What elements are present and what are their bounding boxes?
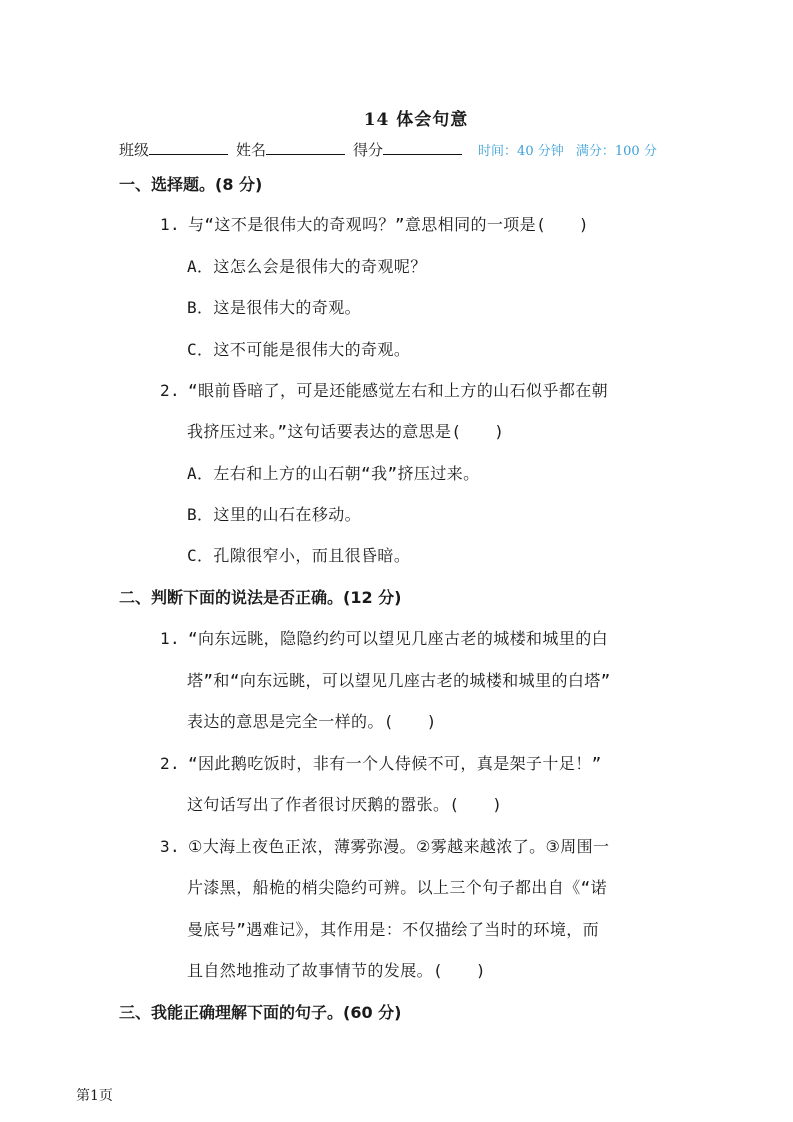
option-1-1-a: A．这怎么会是很伟大的奇观呢？ <box>187 257 427 276</box>
question-text: “眼前昏暗了，可是还能感觉左右和上方的山石似乎都在朝 <box>188 381 609 400</box>
question-text: ①大海上夜色正浓，薄雾弥漫。②雾越来越浓了。③周围一 <box>188 837 610 856</box>
class-blank <box>149 139 228 155</box>
option-1-1-c: C．这不可能是很伟大的奇观。 <box>187 340 411 359</box>
question-number: 1. <box>160 629 181 648</box>
time-limit: 时间：40 分钟 <box>478 144 564 159</box>
score-blank <box>383 139 462 155</box>
option-1-2-c: C．孔隙很窄小，而且很昏暗。 <box>187 546 411 565</box>
section-heading-3: 三、我能正确理解下面的句子。(60 分) <box>119 1003 402 1022</box>
question-number: 2. <box>160 754 181 773</box>
full-score: 满分：100 分 <box>575 144 657 159</box>
question-1-1 <box>160 212 589 235</box>
question-text: “向东远眺，隐隐约约可以望见几座古老的城楼和城里的白 <box>188 629 609 648</box>
class-label: 班级 <box>119 141 150 159</box>
name-label: 姓名 <box>236 141 267 159</box>
question-2-2-line-2: 这句话写出了作者很讨厌鹅的嚣张。( ) <box>187 795 503 814</box>
option-1-1-b: B．这是很伟大的奇观。 <box>187 298 362 317</box>
option-1-2-b: B．这里的山石在移动。 <box>187 505 362 524</box>
page-number: 第1页 <box>76 1088 113 1104</box>
name-blank <box>266 139 345 155</box>
question-1-2-line-2: 我挤压过来。”这句话要表达的意思是( ) <box>187 422 505 441</box>
question-1-2 <box>160 378 608 401</box>
question-2-1-line-3: 表达的意思是完全一样的。( ) <box>187 712 437 731</box>
question-number: 2. <box>160 381 181 400</box>
exam-meta <box>478 140 657 159</box>
question-2-3-line-2: 片漆黑，船桅的梢尖隐约可辨。以上三个句子都出自《“诺 <box>187 878 608 897</box>
page-title: 14 体会句意 <box>363 110 469 130</box>
section-heading-2: 二、判断下面的说法是否正确。(12 分) <box>119 588 402 607</box>
question-text: “因此鹅吃饭时，非有一个人侍候不可，真是架子十足！” <box>188 754 602 773</box>
question-2-1 <box>160 626 608 649</box>
question-number: 3. <box>160 837 181 856</box>
score-label: 得分 <box>353 141 384 159</box>
question-2-3-line-3: 曼底号”遇难记》，其作用是：不仅描绘了当时的环境，而 <box>187 920 600 939</box>
question-2-1-line-2: 塔”和“向东远眺，可以望见几座古老的城楼和城里的白塔” <box>187 671 611 690</box>
question-text: 与“这不是很伟大的奇观吗？”意思相同的一项是( ) <box>188 215 589 234</box>
option-1-2-a: A．左右和上方的山石朝“我”挤压过来。 <box>187 464 480 483</box>
section-heading-1: 一、选择题。(8 分) <box>119 175 263 194</box>
student-info-row <box>119 139 657 160</box>
question-2-3 <box>160 834 609 857</box>
question-2-3-line-4: 且自然地推动了故事情节的发展。( ) <box>187 961 486 980</box>
question-number: 1. <box>160 215 181 234</box>
question-2-2 <box>160 751 602 774</box>
